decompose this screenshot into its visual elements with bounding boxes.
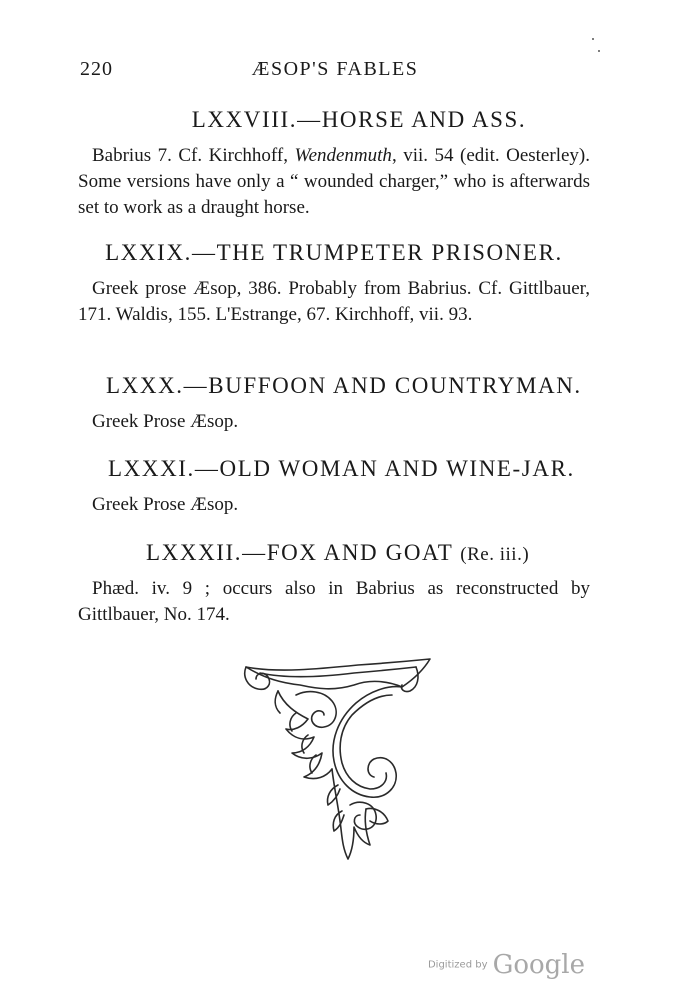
running-title: ÆSOP'S FABLES [251,58,419,80]
entry-body-text: Babrius 7. Cf. Kirchhoff, [92,145,295,166]
watermark-prefix: Digitized by [427,959,488,971]
running-head [80,58,590,82]
google-wordmark: Google [492,950,585,980]
entry-heading-text: LXXX.—BUFFOON AND COUNTRYMAN. [106,373,582,398]
entry-heading-reference: (Re. iii.) [460,544,530,565]
page-speck [592,38,594,40]
entry-heading-text: LXXXI.—OLD WOMAN AND WINE-JAR. [108,456,575,481]
entry-heading [146,540,590,566]
fable-note-entry [78,540,590,628]
fable-note-entry [78,373,590,435]
entry-body-text: Greek Prose Æsop. [92,494,239,515]
entry-body-text: , vii. 54 (edit. Oesterley). Some versions have only a “ wounded charger,” who is afterwards set to work as a draught horse. [78,145,590,218]
fable-note-entry [78,240,590,328]
foliate-tailpiece-ornament-icon [238,655,438,870]
page-speck [598,50,600,52]
page-number: 220 [80,58,113,80]
entry-heading-text: LXXXII.—FOX AND GOAT [146,540,453,565]
fable-note-entry [78,107,590,221]
entry-body-text: Phæd. iv. 9 ; occurs also in Babrius as reconstructed by Gittlbauer, No. 174. [78,578,590,625]
entry-heading [108,456,590,482]
fable-note-entry [78,456,590,518]
entry-body [78,143,590,221]
entry-heading [106,373,590,399]
entry-body [78,409,590,435]
entry-body [78,492,590,518]
entry-heading [78,240,590,266]
entry-heading [78,107,590,133]
entry-body [78,576,590,628]
entry-heading-text: LXXIX.—THE TRUMPETER PRISONER. [105,240,563,265]
entry-heading-text: LXXVIII.—HORSE AND ASS. [191,107,527,132]
entry-body-text: Greek prose Æsop, 386. Probably from Babrius. Cf. Gittlbauer, 171. Waldis, 155. L'Estrange, 67. Kirchhoff, vii. 93. [78,278,590,325]
entry-body-italic-text: Wendenmuth [294,145,392,166]
entry-body-text: Greek Prose Æsop. [92,411,239,432]
entry-body [78,276,590,328]
digitization-watermark [428,950,585,980]
